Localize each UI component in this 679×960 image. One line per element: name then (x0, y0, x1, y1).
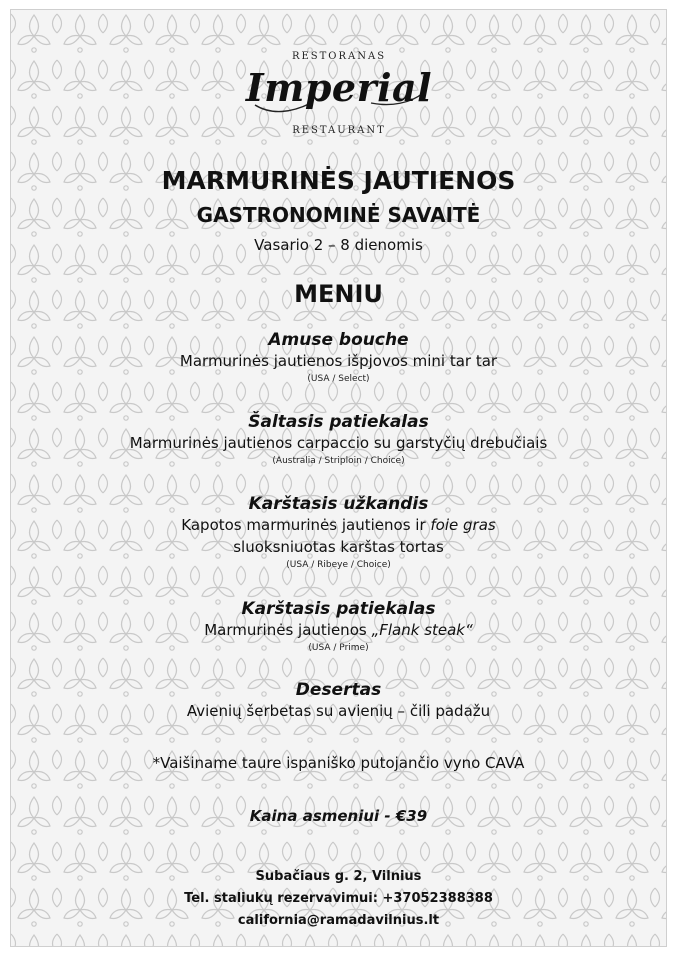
course-hot-main (11, 599, 666, 655)
course-name: Desertas (295, 680, 382, 700)
course-dish-line2: sluoksniuotas karštas tortas (233, 538, 444, 556)
course-dish (11, 514, 666, 536)
address: Subačiaus g. 2, Vilnius (255, 869, 422, 884)
contact-info (11, 866, 666, 932)
dish-text: Marmurinės jautienos (204, 621, 372, 639)
phone: Tel. staliukų rezervavimui: +37052388388 (184, 891, 493, 906)
course-dish: Avienių šerbetas su avienių – čili padažu (186, 702, 491, 720)
course-name: Amuse bouche (268, 330, 409, 350)
menu-subtitle: GASTRONOMINĖ SAVAITĖ (196, 203, 481, 227)
course-origin: (USA / Ribeye / Choice) (286, 560, 391, 570)
course-dish: Marmurinės jautienos carpaccio su garstyčių drebučiais (129, 434, 548, 452)
course-name: Karštasis užkandis (248, 494, 429, 514)
wine-note: *Vaišiname taure ispaniško putojančio vyno CAVA (152, 754, 525, 772)
course-cold-dish (11, 412, 666, 468)
course-dessert (11, 680, 666, 722)
logo-bottom-text: RESTAURANT (292, 125, 386, 136)
course-name: Karštasis patiekalas (241, 599, 436, 619)
dish-italic-text: foie gras (430, 516, 496, 534)
dish-text: Kapotos marmurinės jautienos ir (181, 516, 431, 534)
course-origin: (Australia / Striploin / Choice) (272, 456, 405, 466)
menu-heading: MENIU (294, 280, 383, 308)
course-name: Šaltasis patiekalas (248, 412, 429, 432)
course-hot-appetizer (11, 494, 666, 572)
dish-italic-text: „Flank steak“ (371, 621, 473, 639)
menu-card (10, 9, 667, 947)
menu-title: MARMURINĖS JAUTIENOS (161, 166, 516, 195)
course-origin: (USA / Select) (307, 374, 370, 384)
logo-top-text: RESTORANAS (291, 51, 387, 62)
price: Kaina asmeniui - €39 (249, 807, 428, 825)
course-dish (11, 619, 666, 641)
course-amuse-bouche (11, 330, 666, 386)
restaurant-logo (243, 45, 435, 143)
course-origin: (USA / Prime) (308, 643, 369, 653)
logo-script-text: Imperial (245, 65, 433, 110)
event-dates: Vasario 2 – 8 dienomis (254, 236, 423, 254)
course-dish: Marmurinės jautienos išpjovos mini tar tar (179, 352, 498, 370)
email: california@ramadavilnius.lt (237, 913, 440, 928)
